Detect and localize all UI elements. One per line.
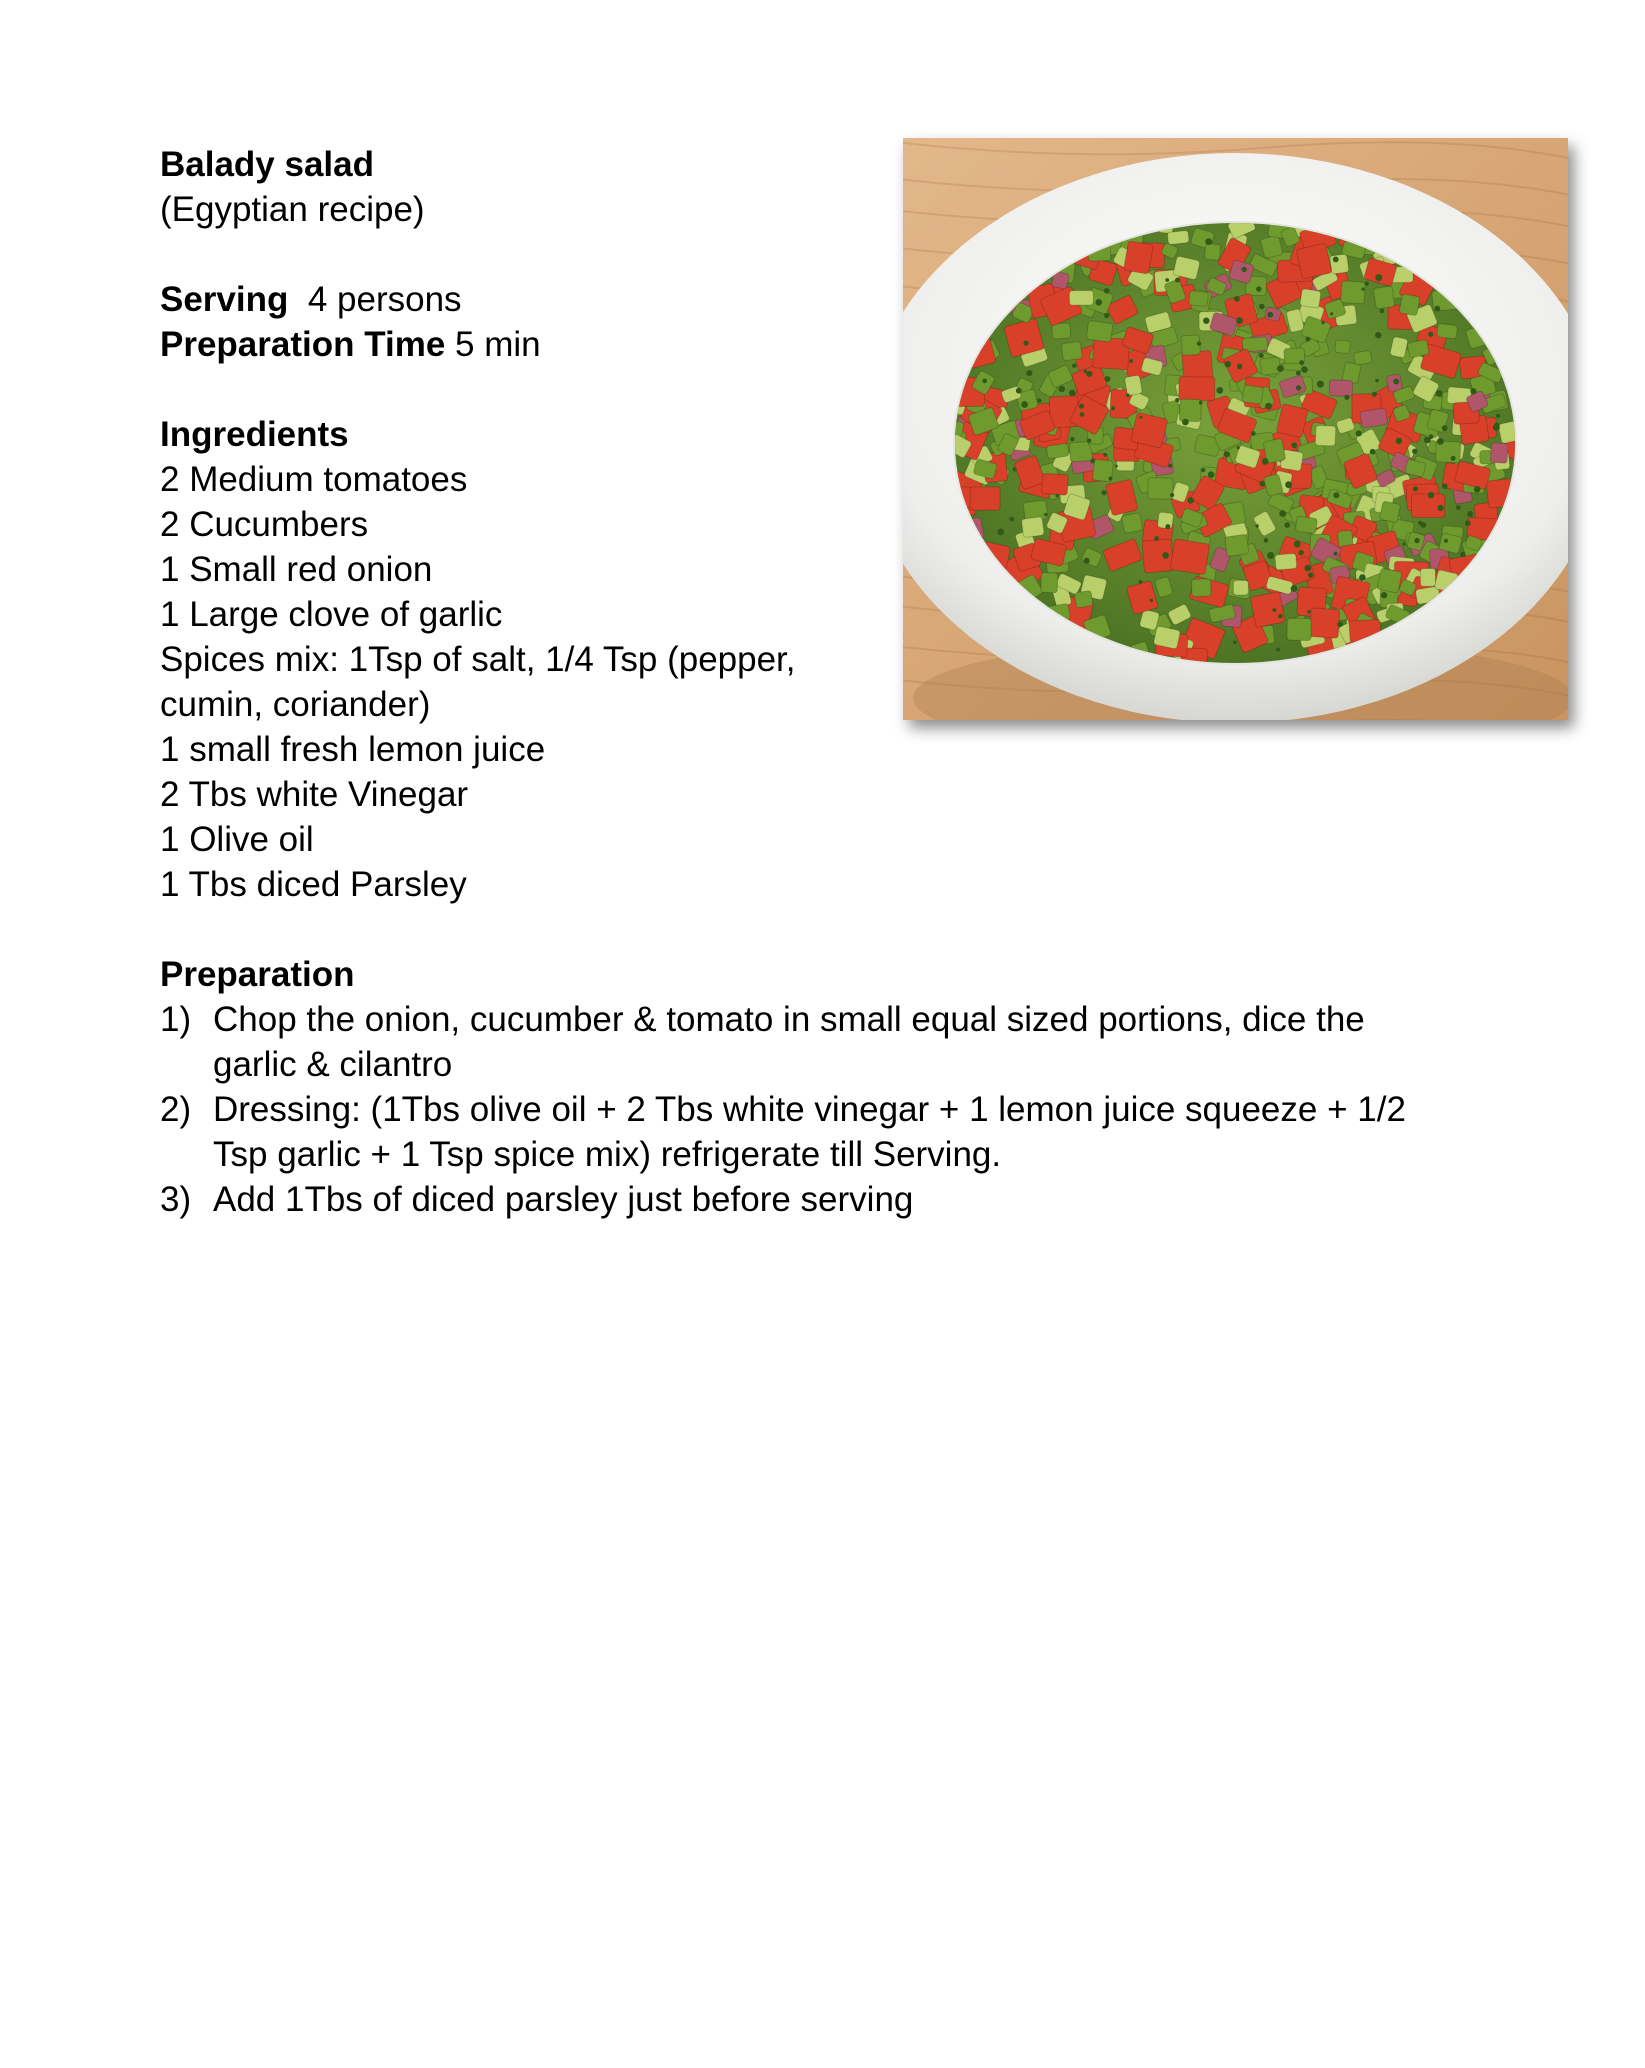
parsley-fleck xyxy=(1291,442,1297,448)
ingredient-item: 1 small fresh lemon juice xyxy=(160,730,546,769)
parsley-fleck xyxy=(1370,449,1376,455)
salad-piece xyxy=(1250,591,1285,627)
step-number: 2) xyxy=(160,1090,192,1129)
serving-label: Serving xyxy=(160,280,289,319)
parsley-fleck xyxy=(1333,257,1339,263)
parsley-fleck xyxy=(1276,647,1280,651)
salad-piece xyxy=(1300,289,1321,309)
salad-piece xyxy=(1086,321,1113,343)
salad-piece xyxy=(1295,516,1317,534)
parsley-fleck xyxy=(1234,296,1240,302)
ingredient-item: 2 Medium tomatoes xyxy=(160,460,468,499)
salad-piece xyxy=(1225,534,1249,556)
parsley-fleck xyxy=(1009,517,1014,522)
parsley-fleck xyxy=(1301,366,1308,373)
parsley-fleck xyxy=(1403,543,1406,546)
parsley-fleck xyxy=(1437,438,1444,445)
parsley-fleck xyxy=(1139,416,1142,419)
salad-piece xyxy=(1061,341,1082,361)
parsley-fleck xyxy=(1438,505,1444,511)
preparation-steps xyxy=(160,997,1520,1222)
parsley-fleck xyxy=(1255,524,1258,527)
parsley-fleck xyxy=(997,529,1004,536)
parsley-fleck xyxy=(1256,286,1261,291)
parsley-fleck xyxy=(1086,371,1092,377)
salad-piece xyxy=(1329,380,1353,397)
parsley-fleck xyxy=(1272,608,1276,612)
serving-value: 4 persons xyxy=(307,280,462,319)
parsley-fleck xyxy=(1393,379,1399,385)
parsley-fleck xyxy=(1199,401,1203,405)
salad-piece xyxy=(1353,350,1372,365)
parsley-fleck xyxy=(1344,395,1349,400)
parsley-fleck xyxy=(1444,539,1448,543)
parsley-fleck xyxy=(1413,486,1418,491)
parsley-fleck xyxy=(1188,497,1194,503)
salad-bowl-photo xyxy=(903,138,1568,720)
ingredient-item: 1 Tbs diced Parsley xyxy=(160,865,467,904)
parsley-fleck xyxy=(1375,332,1381,338)
parsley-fleck xyxy=(1251,431,1256,436)
salad-piece xyxy=(1360,408,1388,428)
parsley-fleck xyxy=(1197,341,1201,345)
parsley-fleck xyxy=(1216,387,1223,394)
salad-piece xyxy=(1341,281,1366,304)
parsley-fleck xyxy=(1208,471,1215,478)
salad-piece xyxy=(1131,412,1168,448)
parsley-fleck xyxy=(1451,456,1456,461)
salad-piece xyxy=(1233,580,1248,595)
salad-piece xyxy=(1275,553,1297,570)
parsley-fleck xyxy=(1233,640,1237,644)
salad-piece xyxy=(1167,230,1189,244)
parsley-fleck xyxy=(1267,552,1274,559)
parsley-fleck xyxy=(1044,513,1047,516)
parsley-fleck xyxy=(1084,558,1090,564)
parsley-fleck xyxy=(1225,361,1231,367)
step-text-line: Dressing: (1Tbs olive oil + 2 Tbs white vinegar + 1 lemon juice squeeze + 1/2 xyxy=(213,1090,1406,1129)
salad-piece xyxy=(970,487,1000,511)
parsley-fleck xyxy=(1012,467,1016,471)
spacer xyxy=(160,907,1520,952)
parsley-fleck xyxy=(1205,238,1212,245)
parsley-fleck xyxy=(1307,610,1311,614)
parsley-fleck xyxy=(1109,477,1113,481)
salad-piece xyxy=(1399,294,1420,316)
prep-time-value: 5 min xyxy=(455,325,541,364)
ingredient-item: 2 Cucumbers xyxy=(160,505,369,544)
parsley-fleck xyxy=(1175,278,1180,283)
parsley-fleck xyxy=(1203,318,1209,324)
parsley-fleck xyxy=(1278,614,1283,619)
parsley-fleck xyxy=(1104,288,1109,293)
parsley-fleck xyxy=(1175,398,1179,402)
parsley-fleck xyxy=(1024,341,1029,346)
parsley-fleck xyxy=(1129,359,1133,363)
parsley-fleck xyxy=(1016,388,1022,394)
step-number: 3) xyxy=(160,1180,192,1219)
salad-piece xyxy=(1069,290,1093,305)
parsley-fleck xyxy=(1262,458,1269,465)
parsley-fleck xyxy=(1168,464,1172,468)
parsley-fleck xyxy=(1165,524,1170,529)
parsley-fleck xyxy=(1337,621,1343,627)
parsley-fleck xyxy=(1104,313,1109,318)
salad-piece xyxy=(1242,385,1263,404)
preparation-step xyxy=(160,997,1453,1087)
parsley-fleck xyxy=(1381,592,1387,598)
parsley-fleck xyxy=(1361,288,1364,291)
salad-piece xyxy=(1204,244,1220,261)
parsley-fleck xyxy=(1259,304,1265,310)
parsley-fleck xyxy=(1059,386,1065,392)
parsley-fleck xyxy=(1103,453,1107,457)
parsley-fleck xyxy=(1237,364,1243,370)
salad-piece xyxy=(1335,340,1351,354)
recipe-subtitle: (Egyptian recipe) xyxy=(160,190,425,229)
parsley-fleck xyxy=(1201,468,1205,472)
parsley-fleck xyxy=(1150,599,1153,602)
parsley-fleck xyxy=(1308,573,1313,578)
salad-piece xyxy=(1021,517,1044,538)
salad-piece xyxy=(1124,241,1154,274)
parsley-fleck xyxy=(1080,412,1085,417)
parsley-fleck xyxy=(1090,459,1095,464)
preparation-step xyxy=(160,1177,1453,1222)
salad-piece xyxy=(1287,618,1311,640)
parsley-fleck xyxy=(1115,465,1118,468)
parsley-fleck xyxy=(1375,379,1379,383)
parsley-fleck xyxy=(1102,490,1107,495)
step-text-line: Chop the onion, cucumber & tomato in small equal sized portions, dice the xyxy=(213,1000,1365,1039)
ingredient-item: cumin, coriander) xyxy=(160,685,431,724)
salad-piece xyxy=(1379,501,1400,523)
ingredient-item: 1 Small red onion xyxy=(160,550,433,589)
salad-piece xyxy=(1490,443,1508,464)
ingredients-heading: Ingredients xyxy=(160,415,349,454)
parsley-fleck xyxy=(1428,332,1433,337)
ingredient-item: 1 Large clove of garlic xyxy=(160,595,503,634)
ingredient-item: Spices mix: 1Tsp of salt, 1/4 Tsp (pepper, xyxy=(160,640,796,679)
parsley-fleck xyxy=(982,379,987,384)
parsley-fleck xyxy=(1105,376,1111,382)
parsley-fleck xyxy=(1465,520,1471,526)
salad-piece xyxy=(1377,568,1402,593)
parsley-fleck xyxy=(1412,449,1417,454)
salad-piece xyxy=(1296,243,1332,279)
parsley-fleck xyxy=(1291,585,1298,592)
salad-piece xyxy=(1041,573,1058,593)
parsley-fleck xyxy=(1279,512,1282,515)
salad-piece xyxy=(1142,539,1174,573)
parsley-fleck xyxy=(1277,365,1284,372)
parsley-fleck xyxy=(1224,451,1230,457)
parsley-fleck xyxy=(1317,381,1324,388)
salad-piece xyxy=(1046,443,1069,459)
parsley-fleck xyxy=(1284,522,1290,528)
parsley-fleck xyxy=(1330,312,1333,315)
parsley-fleck xyxy=(1021,401,1028,408)
salad-piece xyxy=(1041,473,1068,495)
parsley-fleck xyxy=(1365,281,1369,285)
parsley-fleck xyxy=(1296,371,1301,376)
parsley-fleck xyxy=(1396,438,1402,444)
step-text-line: garlic & cilantro xyxy=(213,1045,453,1084)
parsley-fleck xyxy=(1434,306,1440,312)
preparation-heading: Preparation xyxy=(160,955,355,994)
parsley-fleck xyxy=(1259,353,1264,358)
salad-piece xyxy=(1170,539,1210,575)
prep-time-label: Preparation Time xyxy=(160,325,446,364)
parsley-fleck xyxy=(1380,309,1385,314)
salad-piece xyxy=(1309,608,1340,639)
salad-piece xyxy=(1420,568,1435,586)
parsley-fleck xyxy=(1056,494,1060,498)
salad-piece xyxy=(1179,377,1215,401)
recipe-title: Balady salad xyxy=(160,145,374,184)
parsley-fleck xyxy=(1087,439,1091,443)
salad-piece xyxy=(1179,399,1201,422)
parsley-fleck xyxy=(1237,446,1240,449)
parsley-fleck xyxy=(1265,403,1272,410)
parsley-fleck xyxy=(1072,364,1076,368)
parsley-fleck xyxy=(1470,388,1476,394)
parsley-fleck xyxy=(1296,385,1301,390)
salad-piece xyxy=(1121,513,1143,534)
parsley-fleck xyxy=(1162,552,1169,559)
salad-piece xyxy=(1315,425,1336,446)
parsley-fleck xyxy=(1333,552,1337,556)
step-number: 1) xyxy=(160,1000,192,1039)
parsley-fleck xyxy=(1165,278,1169,282)
parsley-fleck xyxy=(1306,337,1311,342)
preparation-step xyxy=(160,1087,1453,1177)
parsley-fleck xyxy=(1242,267,1247,272)
parsley-fleck xyxy=(1474,486,1481,493)
parsley-fleck xyxy=(1111,406,1115,410)
parsley-fleck xyxy=(1259,481,1265,487)
ingredient-item: 2 Tbs white Vinegar xyxy=(160,775,469,814)
parsley-fleck xyxy=(1299,360,1304,365)
parsley-fleck xyxy=(1294,541,1301,548)
parsley-fleck xyxy=(1236,317,1243,324)
parsley-fleck xyxy=(1305,565,1312,572)
salad-piece xyxy=(1148,478,1173,500)
salad-piece xyxy=(1074,590,1093,608)
parsley-fleck xyxy=(1467,511,1473,517)
parsley-fleck xyxy=(1070,437,1074,441)
parsley-fleck xyxy=(1037,398,1041,402)
parsley-fleck xyxy=(1285,481,1292,488)
salad-piece xyxy=(1437,323,1458,339)
parsley-fleck xyxy=(1442,483,1448,489)
ingredient-item: 1 Olive oil xyxy=(160,820,314,859)
parsley-fleck xyxy=(1359,574,1366,581)
parsley-fleck xyxy=(1333,492,1339,498)
parsley-fleck xyxy=(1084,370,1087,373)
parsley-fleck xyxy=(1267,312,1273,318)
parsley-fleck xyxy=(1375,274,1382,281)
parsley-fleck xyxy=(1154,536,1159,541)
parsley-fleck xyxy=(1372,392,1377,397)
parsley-fleck xyxy=(1299,550,1304,555)
parsley-fleck xyxy=(1096,299,1103,306)
step-text-line: Tsp garlic + 1 Tsp spice mix) refrigerate till Serving. xyxy=(213,1135,1002,1174)
salad-piece xyxy=(1124,375,1142,396)
salad-piece xyxy=(1189,291,1209,307)
parsley-fleck xyxy=(1456,505,1461,510)
parsley-fleck xyxy=(1321,321,1324,324)
parsley-fleck xyxy=(1429,434,1434,439)
parsley-fleck xyxy=(1026,370,1032,376)
parsley-fleck xyxy=(1460,552,1465,557)
parsley-fleck xyxy=(1496,414,1500,418)
parsley-fleck xyxy=(1428,492,1434,498)
salad-piece xyxy=(1260,357,1281,375)
salad-piece xyxy=(1407,339,1429,358)
parsley-fleck xyxy=(1356,430,1362,436)
parsley-fleck xyxy=(1414,538,1419,543)
parsley-fleck xyxy=(1264,538,1269,543)
salad-piece xyxy=(1330,254,1349,274)
step-text-line: Add 1Tbs of diced parsley just before serving xyxy=(213,1180,914,1219)
parsley-fleck xyxy=(1170,493,1174,497)
salad-piece xyxy=(1191,579,1211,597)
parsley-fleck xyxy=(1442,425,1448,431)
parsley-fleck xyxy=(1069,390,1076,397)
parsley-fleck xyxy=(1126,393,1130,397)
salad-piece xyxy=(1373,286,1395,309)
parsley-fleck xyxy=(1420,522,1426,528)
parsley-fleck xyxy=(1139,580,1143,584)
parsley-fleck xyxy=(1436,390,1443,397)
salad-bowl-illustration xyxy=(903,138,1568,720)
parsley-fleck xyxy=(1494,423,1499,428)
parsley-fleck xyxy=(1079,404,1084,409)
parsley-fleck xyxy=(1182,419,1189,426)
